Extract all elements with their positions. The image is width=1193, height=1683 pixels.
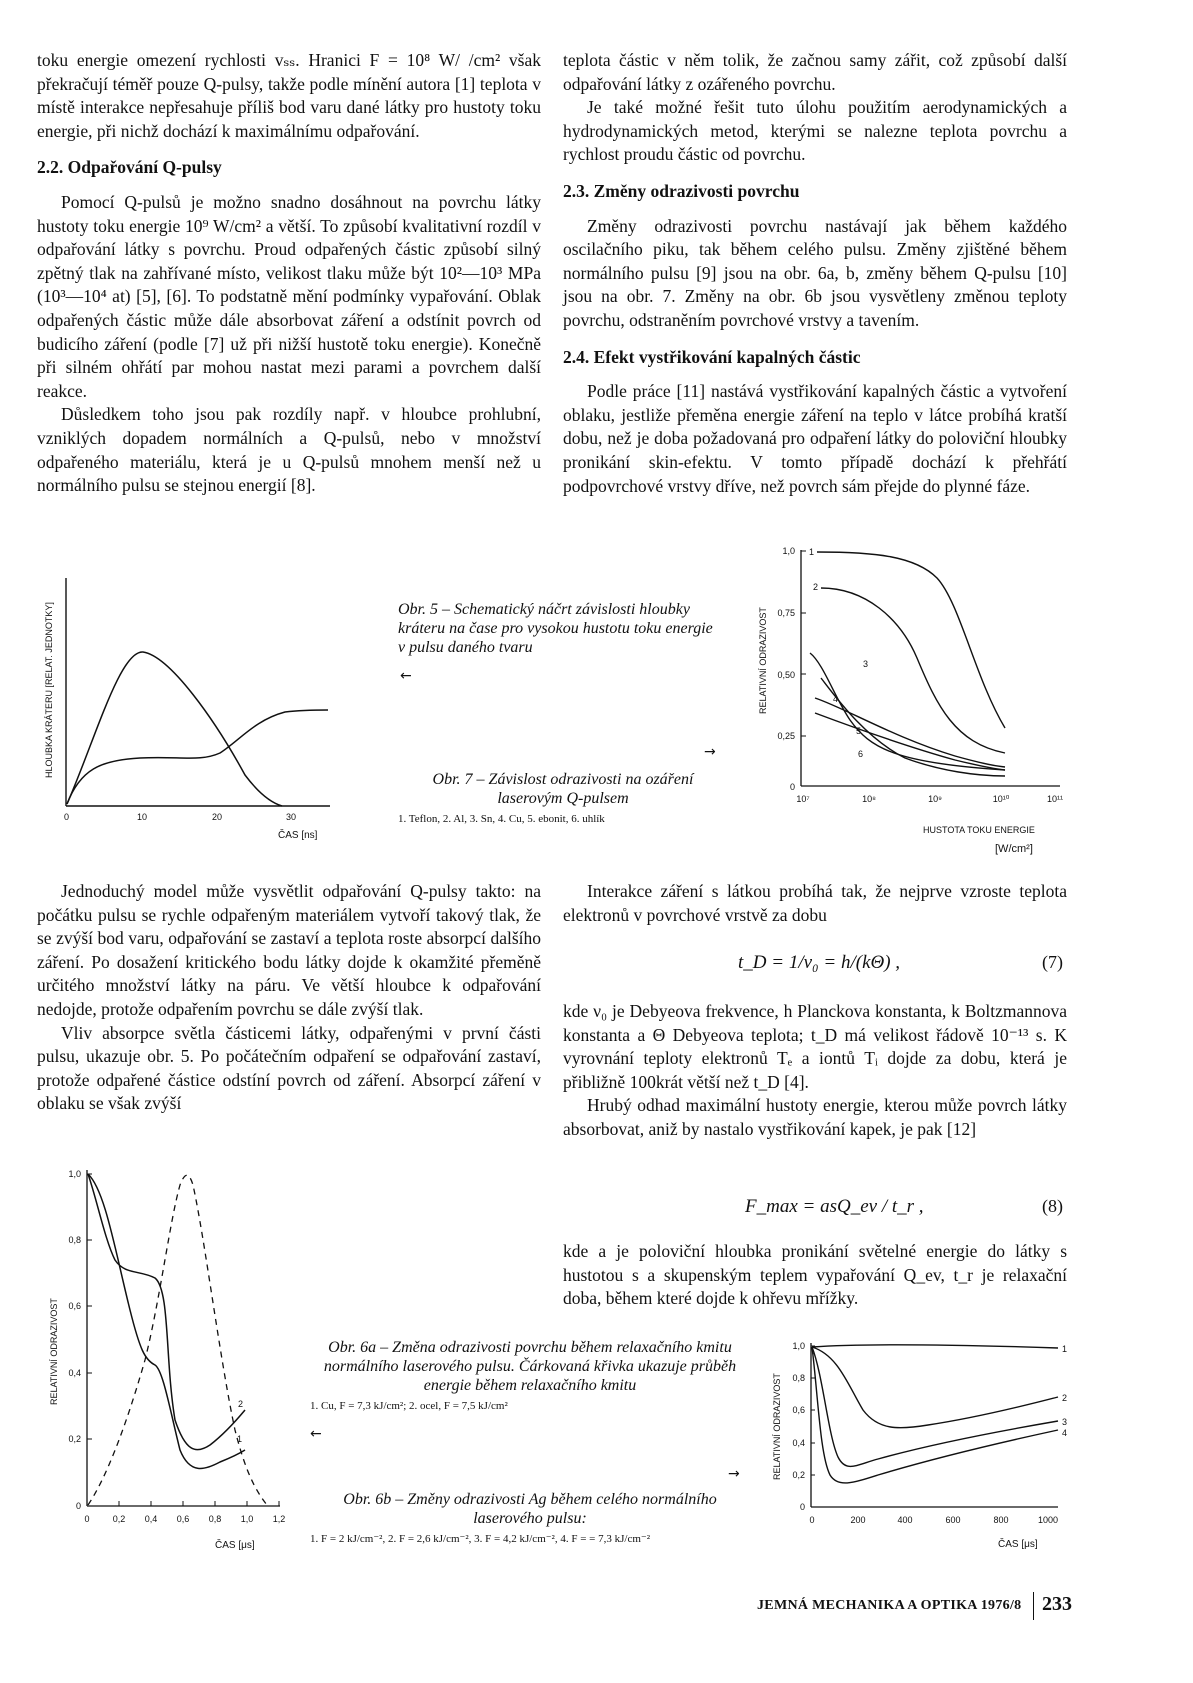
equation-8-number: (8)	[1042, 1196, 1063, 1216]
fig6a-curve-label: 1	[237, 1434, 243, 1444]
fig6b-legend: 1. F = 2 kJ/cm⁻², 2. F = 2,6 kJ/cm⁻², 3. F = 4,2 kJ/cm⁻², 4. F = = 7,3 kJ/cm⁻²	[310, 1533, 651, 1545]
fig6a-curve-energy-dashed	[88, 1175, 267, 1505]
fig5-ylabel: HLOUBKA KRÁTERU [RELAT. JEDNOTKY]	[44, 602, 54, 778]
fig6a-ylabel: RELATIVNÍ ODRAZIVOST	[49, 1298, 59, 1405]
equation-7: t_D = 1/ν₀ = h/(kΘ) ,	[738, 952, 901, 973]
paragraph: kde ν₀ je Debyeova frekvence, h Planckova konstanta, k Boltzmannova konstanta a Θ Debyeova teplota; t_D má velikost řádově 10⁻¹³ s. K vyrovnání teploty elektronů Tₑ a iontů Tᵢ dojde za dobu, která je přibližně 100krát větší než t_D [4].	[563, 1001, 1067, 1092]
fig5-xtick: 30	[286, 812, 297, 822]
fig6b-ytick: 0,4	[792, 1438, 805, 1448]
fig6b-curve-4	[812, 1347, 1058, 1483]
paragraph: toku energie omezení rychlosti vₛₛ. Hranici F = 10⁸ W/ /cm² však překračují téměř pouze Q-pulsy, takže podle mínění autora [1] teplota v místě interakce nepřesahuje příliš bod varu dané látky pro hustoty toku energie, při nichž dochází k maximálnímu odpařování.	[37, 50, 541, 141]
section-heading-2-3: 2.3. Změny odrazivosti povrchu	[563, 180, 800, 201]
paragraph: Podle práce [11] nastává vystřikování kapalných částic a vytvoření oblaku, jestliže přeměna energie záření na teplo v látce probíhá kratší dobu, než je doba požadovaná pro odpaření látky do poloviční hloubky pronikání skin-efektu. V tomto případě dochází k přehřátí podpovrchové vrstvy dříve, než povrch sám přejde do plynné fáze.	[563, 381, 1067, 496]
fig5-curve-pulse	[67, 652, 282, 806]
fig6a-ytick: 0,8	[68, 1235, 81, 1245]
fig5-xlabel: ČAS [ns]	[278, 830, 318, 841]
fig7-ytick: 0	[789, 782, 795, 792]
fig7-ylabel: RELATIVNÍ ODRAZIVOST	[758, 607, 768, 714]
fig7-ytick: 1,0	[782, 546, 795, 556]
fig6a-xtick: 0	[84, 1514, 90, 1524]
fig6b-curve-label: 1	[1062, 1344, 1068, 1354]
fig6b-xtick: 600	[945, 1515, 961, 1525]
fig6a-xtick: 0,2	[112, 1514, 126, 1524]
fig7-arrow-icon: →	[704, 744, 716, 760]
fig5-xtick: 20	[212, 812, 223, 822]
paragraph: kde a je poloviční hloubka pronikání světelné energie do látky s hustotou s a skupenským teplem vypařování Q_ev, t_r je relaxační doba, během které dojde k ohřevu mřížky.	[563, 1241, 1067, 1309]
paragraph: Jednoduchý model může vysvětlit odpařování Q-pulsy takto: na počátku pulsu se rychle odpařeným materiálem vytvoří takový tlak, že se zvýší bod varu, odpařování se zastaví a teplota roste absorpcí dalšího záření. Po dosažení kritického bodu látky dojde k okamžité přeměně určitého množství látky na páru. Ve větší hloubce k odpařování nedojde, protože odpařením povrchu se dále zvýší tlak.	[37, 881, 541, 1019]
journal-footer: JEMNÁ MECHANIKA A OPTIKA 1976/8	[757, 1598, 1022, 1613]
fig7-curve-label: 1	[809, 547, 815, 557]
fig6a-caption-text: Obr. 6a – Změna odrazivosti povrchu během relaxačního kmitu normálního laserového pulsu. Čárkovaná křivka ukazuje průběh energie během relaxačního kmitu	[323, 1339, 737, 1394]
paragraph: teplota částic v něm tolik, že začnou samy zářit, což způsobí další odpařování látky z ozářeného povrchu.	[563, 50, 1067, 94]
fig7-xtick: 10¹⁰	[992, 794, 1010, 804]
fig6b-ytick: 0,8	[792, 1373, 805, 1383]
fig7-ytick: 0,25	[777, 731, 795, 741]
fig5-caption-text: Obr. 5 – Schematický náčrt závislosti hloubky kráteru na čase pro vysokou hustotu toku energie v pulsu daného tvaru	[398, 601, 713, 656]
fig5-arrow-icon: ←	[400, 668, 412, 684]
fig7-xlabel: HUSTOTA TOKU ENERGIE	[923, 825, 1035, 835]
fig6a-ytick: 0,4	[68, 1368, 81, 1378]
fig7-ytick: 0,75	[777, 608, 795, 618]
paragraph: Vliv absorpce světla částicemi látky, odpařenými v první části pulsu, ukazuje obr. 5. Po počátečním odpaření se odpařování zastaví, protože odpařené částice odstíní povrch od záření. Absorpcí záření v oblaku se však zvýší	[37, 1022, 541, 1114]
fig5-xtick: 0	[64, 812, 70, 822]
fig6a-curve-2	[88, 1174, 245, 1450]
fig7-caption-text: Obr. 7 – Závislost odrazivosti na ozáření laserovým Q-pulsem	[432, 771, 694, 807]
fig6b-ytick: 0,6	[792, 1405, 805, 1415]
fig6b-curve-2	[812, 1347, 1058, 1428]
fig7-curve-label: 3	[863, 659, 869, 669]
fig7-xtick: 10⁸	[862, 794, 876, 804]
paragraph: Pomocí Q-pulsů je možno snadno dosáhnout na povrchu látky hustoty toku energie 10⁹ W/cm² a větší. To způsobí kvalitativní rozdíl v odpařování látky s povrchu. Proud odpařených částic způsobí silný zpětný tlak na zahřívané místo, velikost tlaku může být 10²—10³ MPa (10³—10⁴ at) [5], [6]. To podstatně mění podmínky vypařování. Oblak odpařených částic může dále absorbovat záření a odstínit povrch od budicího záření (podle [7] už při nižší hustotě toku energie). Konečně při silném ohřátí par mohou nastat mezi parami a povrchem další reakce.	[37, 191, 541, 401]
fig6b-arrow-icon: →	[728, 1466, 740, 1482]
figure-6a-plot	[45, 1160, 315, 1560]
fig7-xtick: 10⁷	[796, 794, 810, 804]
fig6a-legend: 1. Cu, F = 7,3 kJ/cm²; 2. ocel, F = 7,5 kJ/cm²	[310, 1400, 508, 1412]
fig7-curve-label: 6	[858, 749, 864, 759]
figure-6b-plot	[768, 1335, 1073, 1560]
right-column-mid-2	[563, 1000, 1067, 1142]
fig6b-xtick: 0	[809, 1515, 815, 1525]
fig6b-xtick: 1000	[1037, 1515, 1059, 1525]
paragraph: Hrubý odhad maximální hustoty energie, kterou může povrch látky absorbovat, aniž by nastalo vystřikování kapek, je pak [12]	[563, 1095, 1067, 1139]
footer-divider	[1033, 1592, 1034, 1620]
fig6a-ytick: 0,6	[68, 1301, 81, 1311]
fig6a-xtick: 0,6	[176, 1514, 190, 1524]
fig6b-xtick: 400	[897, 1515, 913, 1525]
fig6b-curve-label: 2	[1062, 1393, 1068, 1403]
figure-6a-caption	[310, 1338, 750, 1413]
fig6b-xtick: 800	[993, 1515, 1009, 1525]
equation-8: F_max = asQ_ev / t_r ,	[745, 1196, 924, 1217]
equation-7-number: (7)	[1042, 952, 1063, 972]
right-column-top	[563, 49, 1067, 498]
fig7-xtick: 10⁹	[928, 794, 942, 804]
fig7-xunit: [W/cm²]	[995, 843, 1033, 855]
page-number: 233	[1042, 1593, 1072, 1615]
fig7-curve-label: 5	[856, 726, 862, 736]
fig6b-ylabel: RELATIVNÍ ODRAZIVOST	[772, 1373, 782, 1480]
fig6b-curve-1	[812, 1345, 1058, 1348]
fig6a-xlabel: ČAS [μs]	[215, 1540, 255, 1551]
fig6a-arrow-icon: ←	[310, 1426, 322, 1442]
paragraph: Je také možné řešit tuto úlohu použitím aerodynamických a hydrodynamických metod, kterými se nalezne teplota povrchu a rychlost proudu částic od povrchu.	[563, 97, 1067, 165]
fig7-xtick: 10¹¹	[1046, 794, 1064, 804]
fig7-ytick: 0,50	[777, 670, 795, 680]
fig6b-xtick: 200	[850, 1515, 866, 1525]
fig6a-ytick: 0	[75, 1501, 81, 1511]
paragraph: Důsledkem toho jsou pak rozdíly např. v hloubce prohlubní, vzniklých dopadem normálních a Q-pulsů, nebo v množství odpařeného materiálu, která je u Q-pulsů mnohem menší než u normálního pulsu se stejnou energií [8].	[37, 404, 541, 496]
left-column-top	[37, 49, 541, 498]
fig7-legend: 1. Teflon, 2. Al, 3. Sn, 4. Cu, 5. ebonit, 6. uhlík	[398, 813, 605, 825]
fig6b-ytick: 0	[799, 1502, 805, 1512]
figure-6b-caption	[310, 1490, 750, 1546]
paragraph: Interakce záření s látkou probíhá tak, že nejprve vzroste teplota elektronů v povrchové vrstvě za dobu	[563, 881, 1067, 925]
fig5-curve-depth	[67, 710, 328, 804]
fig6a-ytick: 0,2	[68, 1434, 81, 1444]
figure-5-plot	[40, 570, 360, 855]
fig6b-caption-text: Obr. 6b – Změny odrazivosti Ag během celého normálního laserového pulsu:	[343, 1491, 717, 1527]
fig6b-xlabel: ČAS [μs]	[998, 1539, 1038, 1550]
fig6a-xtick: 1,2	[272, 1514, 286, 1524]
fig6a-ytick: 1,0	[68, 1169, 81, 1179]
fig6b-ytick: 1,0	[792, 1341, 805, 1351]
left-column-mid	[37, 880, 541, 1116]
fig6a-xtick: 0,4	[144, 1514, 158, 1524]
fig6b-curve-label: 3	[1062, 1417, 1068, 1427]
right-column-mid	[563, 880, 1067, 927]
fig7-curve-2	[821, 588, 1005, 753]
fig6a-xtick: 1,0	[240, 1514, 254, 1524]
fig5-xtick: 10	[137, 812, 148, 822]
fig7-curve-label: 4	[833, 694, 839, 704]
figure-7-caption	[398, 770, 728, 826]
fig6a-curve-label: 2	[238, 1399, 244, 1409]
figure-5-caption	[398, 600, 716, 657]
fig7-curve-1	[817, 552, 1005, 728]
section-heading-2-4: 2.4. Efekt vystřikování kapalných částic	[563, 346, 861, 367]
figure-7-plot	[755, 538, 1065, 858]
fig6b-curve-label: 4	[1062, 1428, 1068, 1438]
right-column-mid-3	[563, 1240, 1067, 1311]
paragraph: Změny odrazivosti povrchu nastávají jak během každého oscilačního piku, tak během celého pulsu. Změny zjištěné během normálního pulsu [9] jsou na obr. 6a, b, změny během Q-pulsu [10] jsou na obr. 7. Změny na obr. 6b jsou vysvětleny změnou teploty povrchu, odstraněním povrchové vrstvy a tavením.	[563, 215, 1067, 330]
fig7-curve-label: 2	[813, 582, 819, 592]
fig7-curve-4	[810, 653, 1005, 770]
fig6a-xtick: 0,8	[208, 1514, 222, 1524]
section-heading-2-2: 2.2. Odpařování Q-pulsy	[37, 157, 222, 178]
fig6b-ytick: 0,2	[792, 1470, 805, 1480]
